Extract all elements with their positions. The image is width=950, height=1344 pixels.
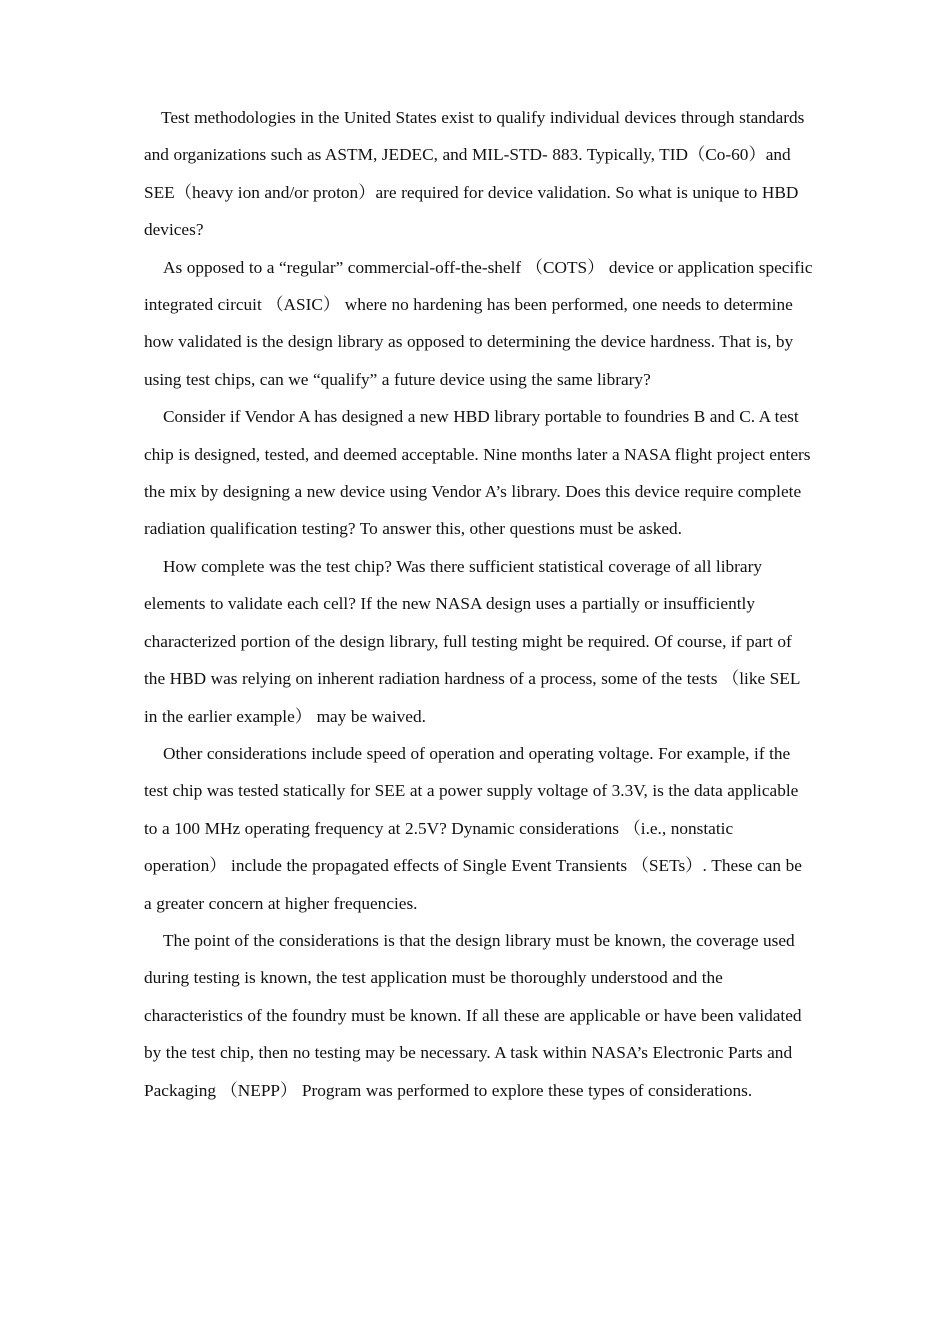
paragraph-vendor-a-example: Consider if Vendor A has designed a new HBD library portable to foundries B and C. A test chip is designed, tested, and deemed acceptable. Nine months later a NASA flight project enters the mix by designing a new device using Vendor A’s library. Does this device require complete radiation qualification testing? To answer this, other questions must be asked. bbox=[144, 407, 811, 539]
paragraph-cots-vs-hbd: As opposed to a “regular” commercial-off-the-shelf （COTS） device or application specific integrated circuit （ASIC） where no hardening has been performed, one needs to determine how validated is the design library as opposed to determining the device hardness. That is, by using test chips, can we “qualify” a future device using the same library? bbox=[144, 257, 813, 389]
paragraph-test-chip-completeness: How complete was the test chip? Was there sufficient statistical coverage of all library elements to validate each cell? If the new NASA design uses a partially or insufficiently characterized portion of the design library, full testing might be required. Of course, if part of the HBD was relying on inherent radiation hardness of a process, some of the tests （like SEL in the earlier example） may be waived. bbox=[144, 556, 800, 726]
paragraph-test-methodologies: Test methodologies in the United States exist to qualify individual devices through standards and organizations such as ASTM, JEDEC, and MIL-STD- 883. Typically, TID（Co-60）and SEE（heavy ion and/or proton）are required for device validation. So what is unique to HBD devices? bbox=[144, 108, 805, 240]
paragraph-conclusion: The point of the considerations is that the design library must be known, the coverage used during testing is known, the test application must be thoroughly understood and the characteristics of the foundry must be known. If all these are applicable or have been validated by the test chip, then no testing may be necessary. A task within NASA’s Electronic Parts and Packaging （NEPP） Program was performed to explore these types of considerations. bbox=[144, 930, 802, 1100]
paragraph-speed-voltage: Other considerations include speed of operation and operating voltage. For example, if the test chip was tested statically for SEE at a power supply voltage of 3.3V, is the data applicable to a 100 MHz operating frequency at 2.5V? Dynamic considerations （i.e., nonstatic operation） include the propagated effects of Single Event Transients （SETs）. These can be a greater concern at higher frequencies. bbox=[144, 743, 802, 913]
body-text bbox=[144, 99, 814, 1109]
